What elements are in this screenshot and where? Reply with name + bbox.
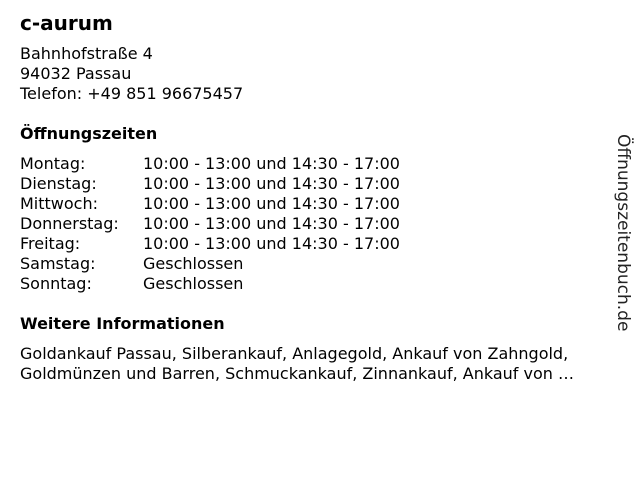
business-name: c-aurum [20,11,113,35]
further-info-heading: Weitere Informationen [20,314,225,333]
time-value: 10:00 - 13:00 und 14:30 - 17:00 [143,234,400,253]
hours-row-wednesday [20,194,400,214]
info-line: Goldmünzen und Barren, Schmuckankauf, Zinnankauf, Ankauf von … [20,364,574,383]
day-label: Donnerstag: [20,214,119,233]
day-label: Samstag: [20,254,96,273]
day-label: Freitag: [20,234,81,253]
hours-row-saturday [20,254,400,274]
hours-row-friday [20,234,400,254]
phone-number: Telefon: +49 851 96675457 [20,84,244,103]
opening-hours-table [20,154,400,294]
address-block [20,44,243,104]
hours-row-sunday [20,274,400,294]
site-watermark: Öffnungszeitenbuch.de [613,134,633,332]
time-value: 10:00 - 13:00 und 14:30 - 17:00 [143,194,400,213]
time-value: Geschlossen [143,274,244,293]
day-label: Mittwoch: [20,194,98,213]
day-label: Montag: [20,154,86,173]
time-value: 10:00 - 13:00 und 14:30 - 17:00 [143,154,400,173]
time-value: 10:00 - 13:00 und 14:30 - 17:00 [143,174,400,193]
time-value: 10:00 - 13:00 und 14:30 - 17:00 [143,214,400,233]
hours-row-thursday [20,214,400,234]
hours-row-monday [20,154,400,174]
opening-hours-heading: Öffnungszeiten [20,124,158,143]
day-label: Dienstag: [20,174,97,193]
day-label: Sonntag: [20,274,92,293]
street-address: Bahnhofstraße 4 [20,44,153,63]
info-line: Goldankauf Passau, Silberankauf, Anlagegold, Ankauf von Zahngold, [20,344,569,363]
further-info-text [20,344,630,384]
time-value: Geschlossen [143,254,244,273]
city-address: 94032 Passau [20,64,132,83]
hours-row-tuesday [20,174,400,194]
